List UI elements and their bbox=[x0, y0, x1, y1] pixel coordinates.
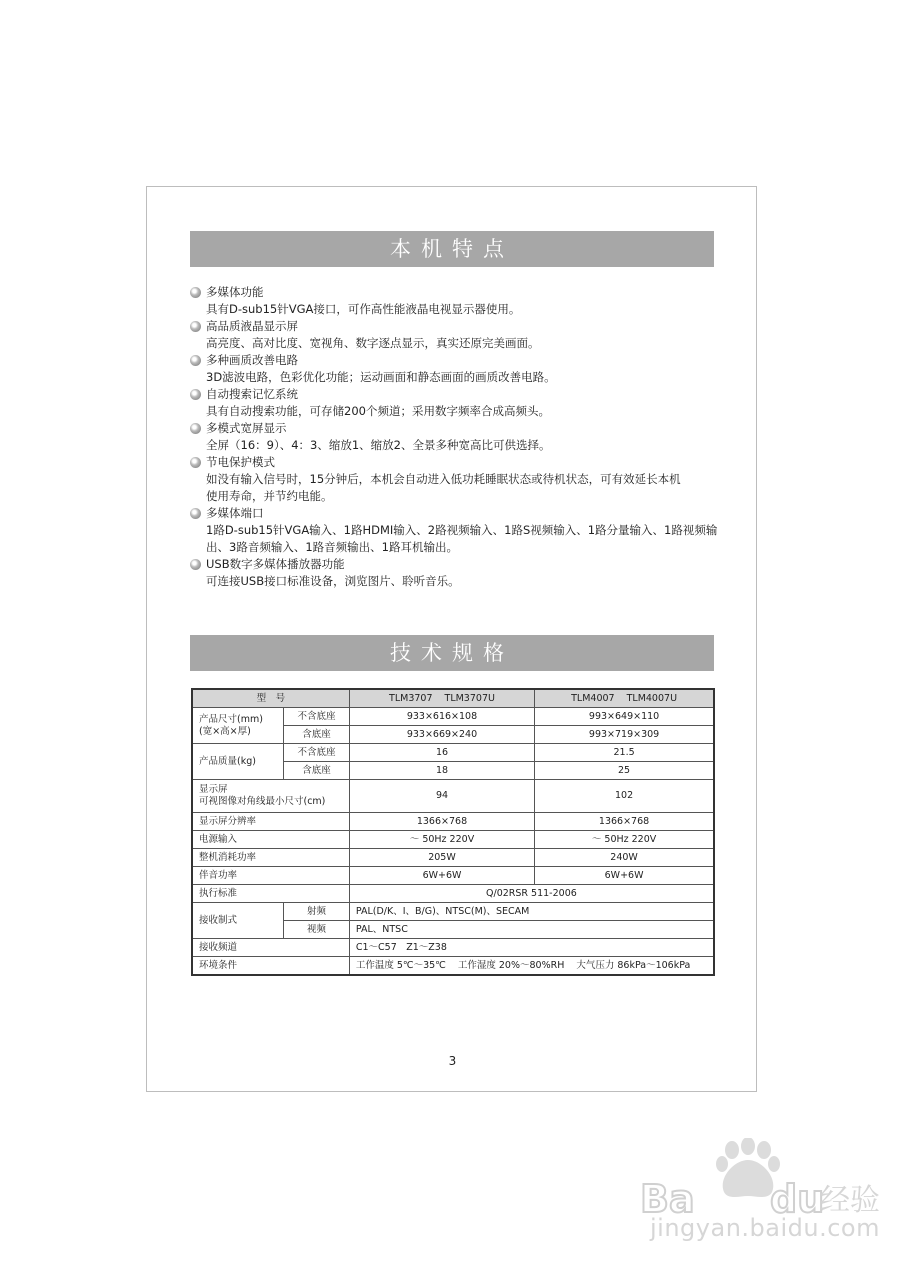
feature-description: 全屏（16：9）、4：3、缩放1、缩放2、全景多种宽高比可供选择。 bbox=[206, 438, 551, 452]
audio-b: 6W+6W bbox=[535, 867, 714, 885]
size-sub1: 不含底座 bbox=[284, 708, 350, 726]
size-sub2: 含底座 bbox=[284, 726, 350, 744]
feature-item bbox=[190, 454, 720, 505]
spec-table bbox=[191, 688, 715, 976]
size-label-line1: 产品尺寸(mm) bbox=[199, 713, 263, 725]
model-a1: TLM3707 bbox=[389, 692, 433, 704]
resolution-a: 1366×768 bbox=[349, 813, 534, 831]
feature-title: 高品质液晶显示屏 bbox=[206, 319, 298, 333]
weight-label: 产品质量(kg) bbox=[192, 744, 284, 780]
table-row bbox=[192, 744, 714, 762]
section-title-specs: 技术规格 bbox=[190, 635, 714, 671]
table-row bbox=[192, 831, 714, 849]
reception-v2: PAL、NTSC bbox=[349, 921, 714, 939]
feature-item bbox=[190, 318, 720, 352]
weight-sub2: 含底座 bbox=[284, 762, 350, 780]
feature-item bbox=[190, 505, 720, 556]
feature-item bbox=[190, 386, 720, 420]
power-input-b: ～ 50Hz 220V bbox=[535, 831, 714, 849]
bullet-icon bbox=[190, 457, 201, 468]
audio-label: 伴音功率 bbox=[192, 867, 349, 885]
table-row bbox=[192, 849, 714, 867]
feature-item bbox=[190, 556, 720, 590]
reception-sub2: 视频 bbox=[284, 921, 350, 939]
table-row bbox=[192, 903, 714, 921]
resolution-label: 显示屏分辨率 bbox=[192, 813, 349, 831]
feature-list bbox=[190, 284, 720, 590]
page-number: 3 bbox=[448, 1054, 457, 1068]
size-label bbox=[192, 708, 284, 744]
feature-description: 具有D-sub15针VGA接口，可作高性能液晶电视显示器使用。 bbox=[206, 302, 521, 316]
size-a1: 933×616×108 bbox=[349, 708, 534, 726]
weight-a1: 16 bbox=[349, 744, 534, 762]
feature-item bbox=[190, 284, 720, 318]
bullet-icon bbox=[190, 321, 201, 332]
screen-label-line2: 可视图像对角线最小尺寸(cm) bbox=[199, 796, 326, 807]
size-b2: 993×719×309 bbox=[535, 726, 714, 744]
screen-b: 102 bbox=[535, 780, 714, 813]
resolution-b: 1366×768 bbox=[535, 813, 714, 831]
reception-label: 接收制式 bbox=[192, 903, 284, 939]
weight-a2: 18 bbox=[349, 762, 534, 780]
size-a2: 933×669×240 bbox=[349, 726, 534, 744]
weight-b2: 25 bbox=[535, 762, 714, 780]
consumption-label: 整机消耗功率 bbox=[192, 849, 349, 867]
feature-description: 使用寿命，并节约电能。 bbox=[206, 489, 333, 503]
baidu-paw-logo-icon bbox=[640, 1138, 890, 1220]
feature-description: 1路D-sub15针VGA输入、1路HDMI输入、2路视频输入、1路S视频输入、1路分量输入、1路视频输 bbox=[206, 523, 718, 537]
feature-title: USB数字多媒体播放器功能 bbox=[206, 557, 345, 571]
feature-item bbox=[190, 420, 720, 454]
table-row bbox=[192, 939, 714, 957]
section-title-features: 本机特点 bbox=[190, 231, 714, 267]
model-a-cell bbox=[349, 689, 534, 708]
model-label: 型 号 bbox=[192, 689, 349, 708]
svg-text:经验: 经验 bbox=[820, 1183, 880, 1218]
consumption-a: 205W bbox=[349, 849, 534, 867]
audio-a: 6W+6W bbox=[349, 867, 534, 885]
svg-text:Ba: Ba bbox=[640, 1177, 695, 1220]
power-input-label: 电源输入 bbox=[192, 831, 349, 849]
feature-title: 多媒体功能 bbox=[206, 285, 264, 299]
bullet-icon bbox=[190, 389, 201, 400]
environment-value bbox=[349, 957, 714, 976]
reception-sub1: 射频 bbox=[284, 903, 350, 921]
environment-label: 环境条件 bbox=[192, 957, 349, 976]
model-a2: TLM3707U bbox=[444, 692, 495, 704]
environment-humidity: 工作湿度 20%～80%RH bbox=[457, 959, 565, 971]
feature-title: 多媒体端口 bbox=[206, 506, 264, 520]
feature-title: 多种画质改善电路 bbox=[206, 353, 298, 367]
watermark-url: jingyan.baidu.com bbox=[650, 1214, 880, 1242]
bullet-icon bbox=[190, 559, 201, 570]
table-row bbox=[192, 813, 714, 831]
table-row bbox=[192, 885, 714, 903]
bullet-icon bbox=[190, 287, 201, 298]
model-b-cell bbox=[535, 689, 714, 708]
channels-value: C1～C57 Z1～Z38 bbox=[349, 939, 714, 957]
channels-label: 接收频道 bbox=[192, 939, 349, 957]
standard-value: Q/02RSR 511-2006 bbox=[349, 885, 714, 903]
feature-title: 自动搜索记忆系统 bbox=[206, 387, 298, 401]
feature-description: 出、3路音频输入、1路音频输出、1路耳机输出。 bbox=[206, 540, 458, 554]
bullet-icon bbox=[190, 508, 201, 519]
environment-temp: 工作温度 5℃～35℃ bbox=[355, 959, 446, 971]
feature-description: 可连接USB接口标准设备，浏览图片、聆听音乐。 bbox=[206, 574, 460, 588]
svg-text:du: du bbox=[770, 1177, 825, 1220]
screen-label-line1: 显示屏 bbox=[199, 784, 228, 795]
screen-a: 94 bbox=[349, 780, 534, 813]
bullet-icon bbox=[190, 355, 201, 366]
power-input-a: ～ 50Hz 220V bbox=[349, 831, 534, 849]
reception-v1: PAL(D/K、I、B/G)、NTSC(M)、SECAM bbox=[349, 903, 714, 921]
size-label-line2: (宽×高×厚) bbox=[199, 725, 251, 737]
feature-title: 多模式宽屏显示 bbox=[206, 421, 287, 435]
screen-label bbox=[192, 780, 349, 813]
table-row bbox=[192, 780, 714, 813]
table-row bbox=[192, 867, 714, 885]
consumption-b: 240W bbox=[535, 849, 714, 867]
model-b2: TLM4007U bbox=[626, 692, 678, 704]
table-row bbox=[192, 957, 714, 976]
environment-pressure: 大气压力 86kPa～106kPa bbox=[576, 959, 691, 971]
table-row bbox=[192, 708, 714, 726]
bullet-icon bbox=[190, 423, 201, 434]
feature-description: 具有自动搜索功能，可存储200个频道；采用数字频率合成高频头。 bbox=[206, 404, 550, 418]
weight-b1: 21.5 bbox=[535, 744, 714, 762]
size-b1: 993×649×110 bbox=[535, 708, 714, 726]
feature-description: 高亮度、高对比度、宽视角、数字逐点显示，真实还原完美画面。 bbox=[206, 336, 540, 350]
model-b1: TLM4007 bbox=[571, 692, 615, 704]
table-row bbox=[192, 689, 714, 708]
feature-description: 如没有输入信号时，15分钟后，本机会自动进入低功耗睡眠状态或待机状态，可有效延长本机 bbox=[206, 472, 681, 486]
feature-item bbox=[190, 352, 720, 386]
weight-sub1: 不含底座 bbox=[284, 744, 350, 762]
feature-title: 节电保护模式 bbox=[206, 455, 275, 469]
standard-label: 执行标准 bbox=[192, 885, 349, 903]
baidu-watermark bbox=[640, 1138, 890, 1248]
feature-description: 3D滤波电路，色彩优化功能；运动画面和静态画面的画质改善电路。 bbox=[206, 370, 556, 384]
